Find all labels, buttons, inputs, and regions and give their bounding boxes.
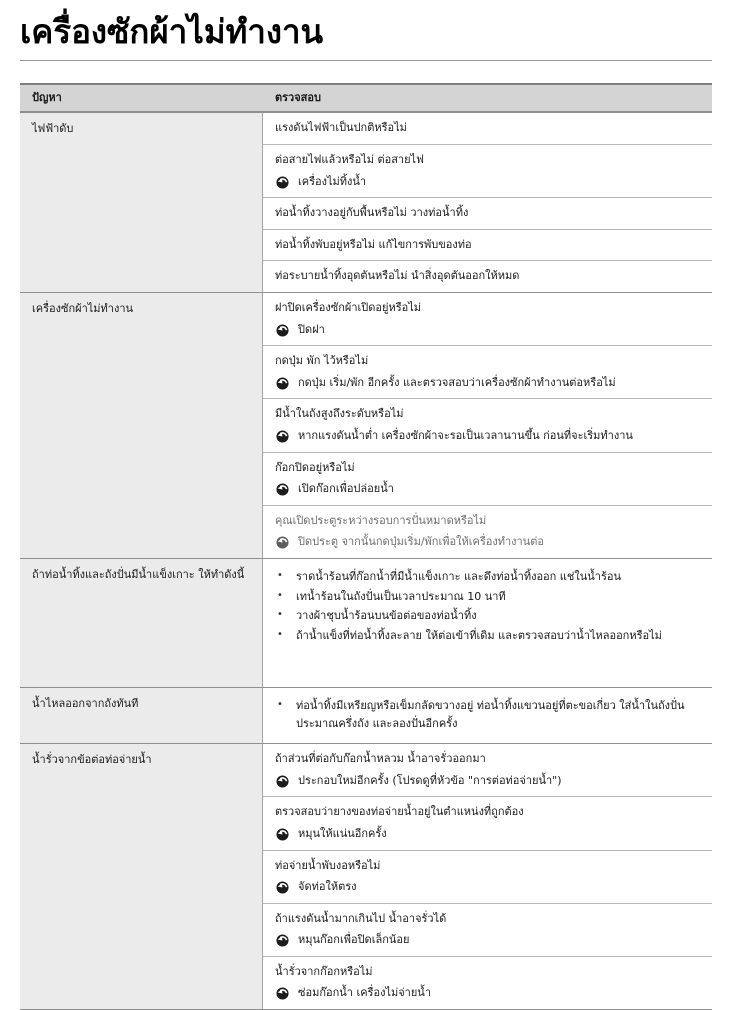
checks-cell — [263, 293, 712, 558]
check-action: กดปุ่ม เริ่ม/พัก อีกครั้ง และตรวจสอบว่าเครื่องซักผ้าทำงานต่อหรือไม่ — [298, 375, 616, 389]
list-item — [275, 588, 700, 606]
check-item — [263, 956, 712, 1009]
problem-cell: ถ้าท่อน้ำทิ้งและถังปั่นมีน้ำแข็งเกาะ ให้ทำดังนี้ — [20, 559, 263, 687]
check-question: ต่อสายไฟแล้วหรือไม่ ต่อสายไฟ — [275, 153, 424, 167]
table-row — [20, 687, 712, 743]
check-item — [263, 229, 712, 261]
list-item — [275, 568, 700, 586]
curved-arrow-icon — [276, 536, 289, 549]
check-action: ซ่อมก๊อกน้ำ เครื่องไม่จ่ายน้ำ — [298, 986, 431, 1000]
column-header-check: ตรวจสอบ — [275, 90, 321, 104]
check-question: ท่อระบายน้ำทิ้งอุดตันหรือไม่ นำสิ่งอุดตันออกให้หมด — [275, 269, 520, 283]
curved-arrow-icon — [276, 775, 289, 788]
curved-arrow-icon — [276, 881, 289, 894]
table-header — [20, 83, 712, 113]
curved-arrow-icon — [276, 377, 289, 390]
curved-arrow-icon — [276, 324, 289, 337]
bullet-icon: • — [277, 609, 283, 621]
check-question: คุณเปิดประตูระหว่างรอบการปั่นหมาดหรือไม่ — [275, 513, 487, 527]
check-item — [263, 144, 712, 197]
title-divider — [20, 60, 712, 61]
check-item — [263, 850, 712, 903]
list-item — [275, 607, 700, 625]
table-row — [20, 112, 712, 292]
bullet-text: เทน้ำร้อนในถังปั่นเป็นเวลาประมาณ 10 นาที — [296, 589, 506, 603]
column-header-problem: ปัญหา — [32, 90, 62, 104]
bullet-text: ท่อน้ำทิ้งมีเหรียญหรือเข็มกลัดขวางอยู่ ท่อน้ำทิ้งแขวนอยู่ที่ตะขอเกี่ยว ใส่น้ำในถังปั่นประมาณครึ่งถัง และลองปั่นอีกครั้ง — [296, 698, 685, 730]
curved-arrow-icon — [276, 430, 289, 443]
check-item — [263, 505, 712, 558]
page-title: เครื่องซักผ้าไม่ทำงาน — [20, 12, 324, 51]
bullet-icon: • — [277, 589, 283, 601]
check-question: ท่อน้ำทิ้งพับอยู่หรือไม่ แก้ไขการพับของท่อ — [275, 237, 472, 251]
problem-cell: น้ำรั่วจากข้อต่อท่อจ่ายน้ำ — [20, 744, 263, 1009]
bullet-text: ถ้าน้ำแข็งที่ท่อน้ำทิ้งละลาย ให้ต่อเข้าที่เดิม และตรวจสอบว่าน้ำไหลออกหรือไม่ — [296, 628, 662, 642]
check-item — [263, 744, 712, 796]
check-action: จัดท่อให้ตรง — [298, 880, 357, 894]
check-item — [263, 796, 712, 849]
check-question: ตรวจสอบว่ายางของท่อจ่ายน้ำอยู่ในตำแหน่งที่ถูกต้อง — [275, 805, 524, 819]
curved-arrow-icon — [276, 483, 289, 496]
check-action: ปิดฝา — [298, 322, 325, 336]
table-row — [20, 558, 712, 687]
problem-cell: เครื่องซักผ้าไม่ทำงาน — [20, 293, 263, 558]
bullet-icon: • — [277, 698, 283, 710]
check-action: เปิดก๊อกเพื่อปล่อยน้ำ — [298, 482, 394, 496]
check-question: ท่อจ่ายน้ำพับงอหรือไม่ — [275, 858, 381, 872]
check-item — [263, 260, 712, 292]
bullet-list — [263, 559, 712, 655]
check-item — [263, 903, 712, 956]
checks-cell — [263, 744, 712, 1009]
check-question: น้ำรั่วจากก๊อกหรือไม่ — [275, 964, 373, 978]
problem-cell: น้ำไหลออกจากถังทันที — [20, 688, 263, 743]
check-question: ถ้าส่วนที่ต่อกับก๊อกน้ำหลวม น้ำอาจรั่วออกมา — [275, 752, 486, 766]
check-item — [263, 197, 712, 229]
check-action: หมุนให้แน่นอีกครั้ง — [298, 826, 387, 840]
checks-cell — [263, 559, 712, 687]
bullet-text: วางผ้าชุบน้ำร้อนบนข้อต่อของท่อน้ำทิ้ง — [296, 609, 477, 623]
list-item — [275, 627, 700, 645]
bullet-list — [263, 688, 712, 743]
problem-cell: ไฟฟ้าดับ — [20, 113, 263, 292]
check-question: ท่อน้ำทิ้งวางอยู่กับพื้นหรือไม่ วางท่อน้ำทิ้ง — [275, 206, 469, 220]
check-item — [263, 345, 712, 398]
curved-arrow-icon — [276, 934, 289, 947]
check-question: มีน้ำในถังสูงถึงระดับหรือไม่ — [275, 407, 404, 421]
list-item — [275, 697, 700, 732]
table-row — [20, 743, 712, 1009]
check-item — [263, 452, 712, 505]
checks-cell — [263, 113, 712, 292]
check-question: กดปุ่ม พัก ไว้หรือไม่ — [275, 354, 369, 368]
check-action: ปิดประตู จากนั้นกดปุ่มเริ่ม/พักเพื่อให้เครื่องทำงานต่อ — [298, 535, 544, 549]
check-question: ถ้าแรงดันน้ำมากเกินไป น้ำอาจรั่วได้ — [275, 911, 447, 925]
check-action: หมุนก๊อกเพื่อปิดเล็กน้อย — [298, 933, 410, 947]
checks-cell — [263, 688, 712, 743]
curved-arrow-icon — [276, 987, 289, 1000]
troubleshooting-table — [20, 83, 712, 1010]
check-action: หากแรงดันน้ำต่ำ เครื่องซักผ้าจะรอเป็นเวลานานขึ้น ก่อนที่จะเริ่มทำงาน — [298, 428, 633, 442]
check-item — [263, 293, 712, 345]
check-action: ประกอบใหม่อีกครั้ง (โปรดดูที่หัวข้อ "การต่อท่อจ่ายน้ำ") — [298, 773, 562, 787]
check-item — [263, 398, 712, 451]
table-row — [20, 292, 712, 558]
check-action: เครื่องไม่ทิ้งน้ำ — [298, 174, 367, 188]
bullet-icon: • — [277, 628, 283, 640]
curved-arrow-icon — [276, 176, 289, 189]
check-question: ก๊อกปิดอยู่หรือไม่ — [275, 460, 355, 474]
check-question: ฝาปิดเครื่องซักผ้าเปิดอยู่หรือไม่ — [275, 301, 421, 314]
check-item — [263, 113, 712, 144]
bullet-text: ราดน้ำร้อนที่ก๊อกน้ำที่มีน้ำแข็งเกาะ และดึงท่อน้ำทิ้งออก แช่ในน้ำร้อน — [296, 569, 621, 583]
bullet-icon: • — [277, 569, 283, 581]
curved-arrow-icon — [276, 828, 289, 841]
check-question: แรงดันไฟฟ้าเป็นปกติหรือไม่ — [275, 121, 407, 135]
